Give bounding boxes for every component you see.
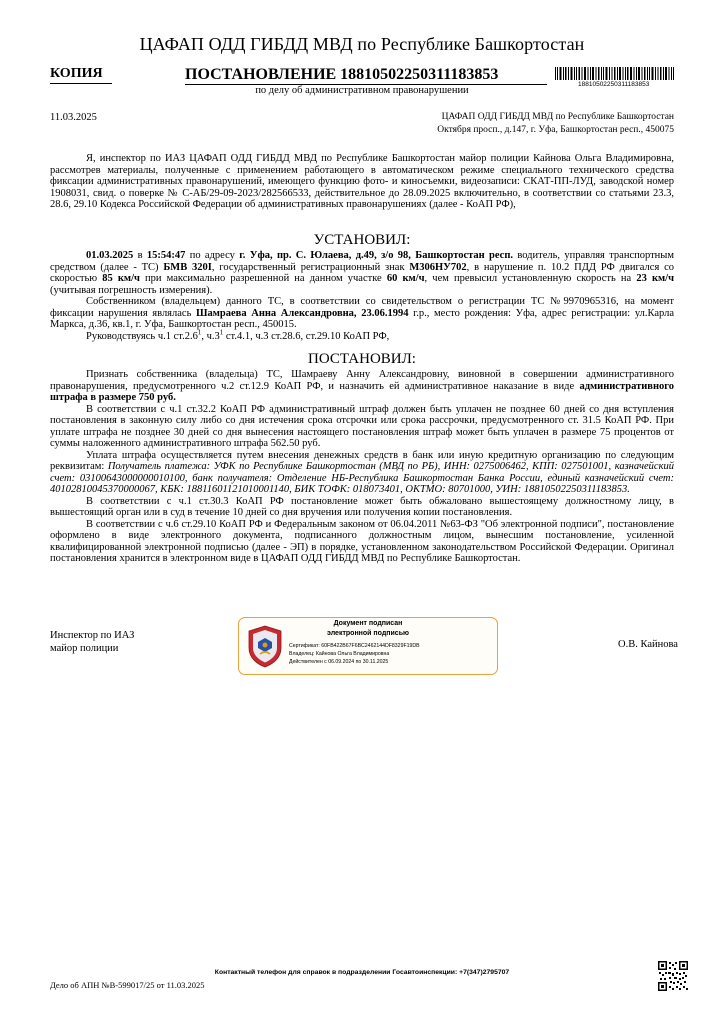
- vehicle-model: БМВ 320I: [163, 261, 212, 273]
- violation-address: г. Уфа, пр. С. Юлаева, д.49, з/о 98, Башкортостан респ.: [239, 250, 513, 261]
- footer-case-number: Дело об АПН №В-599017/25 от 11.03.2025: [50, 980, 205, 990]
- owner-name: Шамраева Анна Александровна, 23.06.1994: [196, 307, 409, 319]
- violation-time: 15:54:47: [146, 250, 186, 261]
- document-subtitle: по делу об административном правонарушении: [255, 85, 469, 96]
- vehicle-speed: 85 км/ч: [102, 273, 140, 284]
- electronic-signature-paragraph: В соответствии с ч.6 ст.29.10 КоАП РФ и Федеральным законом от 06.04.2011 №63-ФЗ "Об электронной подписи", постановление оформлено в виде электронного документа, подписанного должностным лицом, вынесшим постановление, усиленной квалифицированной электронной подписью (далее - ЭП) в порядке, установленном законодательством Российской Федерации. Оригинал постановления хранится в электронном виде в ЦАФАП ОДД ГИБДД МВД по Республике Башкортостан.: [50, 518, 674, 564]
- appeal-paragraph: В соответствии с ч.1 ст.30.3 КоАП РФ постановление может быть обжаловано вышестоящему должностному лицу, в вышестоящий орган или в суд в течение 10 дней со дня вручения или получения копии постановления.: [50, 495, 674, 518]
- legal-basis-paragraph: Руководствуясь ч.1 ст.2.6$^1$, $ч.3^1$ ст.4.1, ч.3 ст.28.6, ст.29.10 КоАП РФ,: [86, 328, 390, 342]
- org-title: ЦАФАП ОДД ГИБДД МВД по Республике Башкортостан: [139, 34, 585, 54]
- payment-details-paragraph: Уплата штрафа осуществляется путем внесения денежных средств в банк или иную кредитную организацию по следующим реквизитам: Получатель платежа: УФК по Республике Башкортостан (МВД по РБ), ИНН: 0275006462, КПП: 027501001, казначейский счет: 03100643000000010100, банк получателя: Отделение НБ-Республика Башкортостан Банка России, единый казначейский счет: 40102810045370000067, КБК: 18811601121010001140, БИК ТОФК: 018073401, ОКТМО: 80701000, УИН: 18810502250311183853.: [50, 449, 674, 495]
- barcode-icon: [555, 67, 674, 80]
- barcode-number: 18810502250311183853: [578, 81, 650, 88]
- stamp-certificate: Сертификат: 60FB422B67F6BC2462144DF8329F19DB: [289, 643, 420, 649]
- section-heading-ustanovil: УСТАНОВИЛ:: [313, 232, 411, 248]
- stamp-validity: Действителен с 06.09.2024 по 30.11.2025: [289, 659, 389, 665]
- payment-requisites: Получатель платежа: УФК по Республике Башкортостан (МВД по РБ), ИНН: 0275006462, КПП: 027501001, казначейский счет: 03100643000000010100, банк получателя: Отделение НБ-Республика Башкортостан Банка России, единый казначейский счет: 40102810045370000067, КБК: 18811601121010001140, БИК ТОФК: 018073401, ОКТМО: 80701000, УИН: 18810502250311183853.: [50, 461, 674, 495]
- inspector-title: Инспектор по ИАЗ майор полиции: [50, 630, 135, 654]
- ustanovil-body: [50, 250, 674, 342]
- intro-paragraph: Я, инспектор по ИАЗ ЦАФАП ОДД ГИБДД МВД по Республике Башкортостан майор полиции Кайнова Ольга Владимировна, рассмотрев материалы, полученные с применением работающего в автоматическом режиме специального технического средства фиксации административных правонарушений, имеющего функцию фото- и киносъемки, видеозаписи: СКАТ-ПП-ЛУД, заводской номер 1908031, свид. о поверке № С-АБ/29-09-2023/282566533, действительное до 28.09.2025 включительно, в соответствии со статьями 23.3, 28.6, 29.10 Кодекса Российской Федерации об административных правонарушениях (далее - КоАП РФ),: [50, 153, 674, 210]
- electronic-signature-stamp: [238, 617, 498, 675]
- footer-phone: Контактный телефон для справок в подразделении Госавтоинспекции: +7(347)2795707: [214, 969, 510, 976]
- department-block: [410, 111, 674, 137]
- fine-amount: административного штрафа в размере 750 руб.: [50, 380, 674, 403]
- department-name: ЦАФАП ОДД ГИБДД МВД по Республике Башкортостан: [441, 112, 674, 122]
- document-title: ПОСТАНОВЛЕНИЕ 18810502250311183853: [185, 66, 499, 83]
- section-heading-postanovil: ПОСТАНОВИЛ:: [308, 351, 416, 367]
- postanovil-body: [50, 369, 674, 565]
- violation-date: 01.03.2025: [86, 250, 134, 261]
- document-date: 11.03.2025: [50, 112, 97, 123]
- qr-code-icon: [658, 961, 688, 991]
- copy-mark-underline: [50, 83, 112, 84]
- verdict-paragraph: Признать собственника (владельца) ТС, Шамраеву Анну Александровну, виновной в совершении административного правонарушения, предусмотренного ч.2 ст.12.9 КоАП РФ, и назначить ей административное наказание в виде административного штрафа в размере 750 руб.: [50, 369, 674, 403]
- speed-excess: 23 км/ч: [636, 273, 674, 284]
- owner-paragraph: Собственником (владельцем) данного ТС, в соответствии со свидетельством о регистрации ТС №9970965316, на момент фиксации нарушения являлась Шамраева Анна Александровна, 23.06.1994 г.р., место рождения: Уфа, адрес регистрации: ул.Карла Маркса, д.36, кв.1, г. Уфа, Башкортостан респ., 450015.: [50, 296, 675, 330]
- copy-mark: КОПИЯ: [50, 66, 103, 81]
- violation-paragraph: 01.03.2025 в 15:54:47 по адресу г. Уфа, пр. С. Юлаева, д.49, з/о 98, Башкортостан респ. водитель, управляя транспортным средством (далее - ТС) БМВ 320I, государственный регистрационный знак М306НУ702, в нарушение п. 10.2 ПДД РФ двигался со скоростью 85 км/ч при максимально разрешенной на данном участке 60 км/ч, чем превысил установленную скорость на 23 км/ч (учитывая погрешность измерения).: [50, 250, 674, 296]
- stamp-header: Документ подписан электронной подписью: [327, 620, 409, 637]
- vehicle-plate: М306НУ702: [409, 261, 467, 273]
- speed-limit: 60 км/ч: [386, 273, 425, 284]
- stamp-owner: Владелец: Кайнова Ольга Владимировна: [289, 651, 390, 657]
- inspector-name: О.В. Кайнова: [618, 639, 678, 650]
- payment-terms-paragraph: В соответствии с ч.1 ст.32.2 КоАП РФ административный штраф должен быть уплачен не позднее 60 дней со дня вступления постановления в законную силу либо со дня истечения срока отсрочки или срока рассрочки, предусмотренного ст. 31.5 КоАП РФ. При уплате штрафа не позднее 30 дней со дня вынесения настоящего постановления штраф может быть уплачен в размере 75 процентов от суммы наложенного административного штрафа 562.50 руб.: [50, 403, 674, 449]
- department-address: Октября просп., д.147, г. Уфа, Башкортостан респ., 450075: [437, 125, 674, 135]
